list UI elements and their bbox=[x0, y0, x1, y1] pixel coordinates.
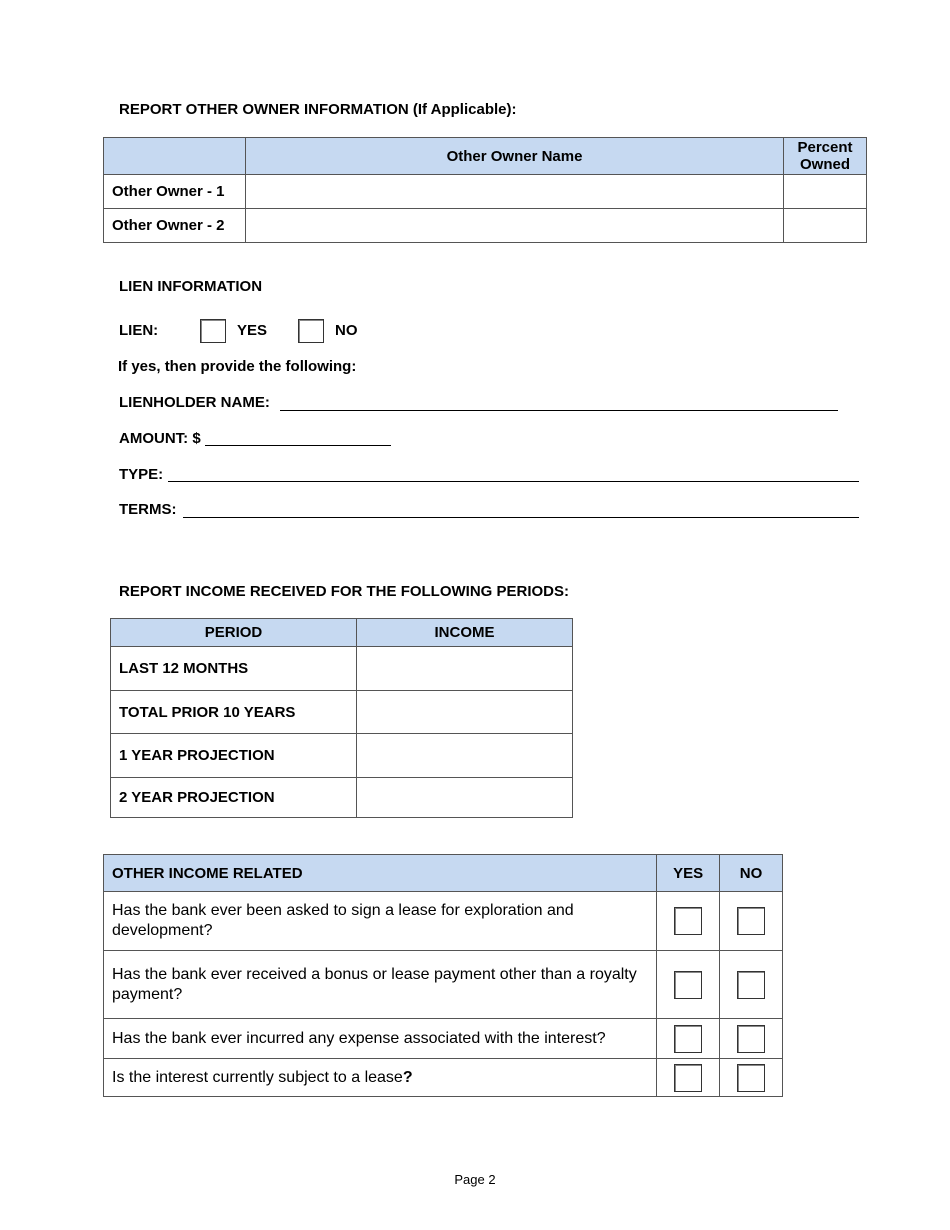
table-row bbox=[104, 951, 783, 1019]
other-owner-1-name-field[interactable] bbox=[246, 175, 784, 209]
table-row bbox=[104, 892, 783, 951]
type-field[interactable] bbox=[168, 481, 859, 482]
period-2-year-projection: 2 YEAR PROJECTION bbox=[111, 778, 357, 818]
income-section-title: REPORT INCOME RECEIVED FOR THE FOLLOWING PERIODS: bbox=[119, 583, 570, 600]
question-2-no-checkbox[interactable] bbox=[737, 971, 765, 999]
period-1-year-projection: 1 YEAR PROJECTION bbox=[111, 734, 357, 778]
table-row bbox=[104, 1059, 783, 1097]
percent-owned-header-line1: Percent bbox=[797, 139, 853, 156]
question-lease-exploration: Has the bank ever been asked to sign a lease for exploration and development? bbox=[104, 892, 657, 951]
income-table bbox=[110, 618, 573, 818]
percent-owned-header bbox=[784, 138, 867, 175]
other-owner-1-label: Other Owner - 1 bbox=[104, 175, 246, 209]
question-mark: ? bbox=[402, 1068, 413, 1086]
lien-label: LIEN: bbox=[119, 322, 159, 339]
table-row bbox=[111, 734, 573, 778]
yes-cell bbox=[657, 1059, 720, 1097]
yes-cell bbox=[657, 1019, 720, 1059]
lienholder-name-label: LIENHOLDER NAME: bbox=[119, 394, 270, 411]
terms-field[interactable] bbox=[183, 517, 859, 518]
lien-no-label: NO bbox=[335, 322, 358, 339]
question-1-yes-checkbox[interactable] bbox=[674, 907, 702, 935]
question-3-yes-checkbox[interactable] bbox=[674, 1025, 702, 1053]
no-cell bbox=[720, 1019, 783, 1059]
lien-no-checkbox[interactable] bbox=[298, 319, 324, 343]
period-last-12-months: LAST 12 MONTHS bbox=[111, 647, 357, 691]
table-row bbox=[111, 647, 573, 691]
question-subject-to-lease-text: Is the interest currently subject to a lease bbox=[112, 1068, 403, 1086]
table-row bbox=[104, 1019, 783, 1059]
table-row bbox=[104, 175, 867, 209]
question-4-no-checkbox[interactable] bbox=[737, 1064, 765, 1092]
lien-section-title: LIEN INFORMATION bbox=[119, 278, 263, 295]
terms-label: TERMS: bbox=[119, 501, 177, 518]
type-label: TYPE: bbox=[119, 466, 164, 483]
other-owner-2-percent-field[interactable] bbox=[784, 209, 867, 243]
no-cell bbox=[720, 1059, 783, 1097]
owner-name-header: Other Owner Name bbox=[246, 138, 784, 175]
page-number: Page 2 bbox=[454, 1172, 496, 1187]
other-income-table bbox=[103, 854, 783, 1097]
percent-owned-header-line2: Owned bbox=[799, 156, 850, 173]
yes-cell bbox=[657, 892, 720, 951]
owner-table-blank-header bbox=[104, 138, 246, 175]
lien-yes-label: YES bbox=[237, 322, 268, 339]
question-bonus-payment: Has the bank ever received a bonus or lease payment other than a royalty payment? bbox=[104, 951, 657, 1019]
other-owner-table bbox=[103, 137, 867, 243]
question-1-no-checkbox[interactable] bbox=[737, 907, 765, 935]
income-last-12-months-field[interactable] bbox=[357, 647, 573, 691]
amount-label: AMOUNT: $ bbox=[119, 430, 201, 447]
period-total-prior-10-years: TOTAL PRIOR 10 YEARS bbox=[111, 691, 357, 734]
question-4-yes-checkbox[interactable] bbox=[674, 1064, 702, 1092]
question-2-yes-checkbox[interactable] bbox=[674, 971, 702, 999]
question-subject-to-lease bbox=[104, 1059, 657, 1097]
other-owner-2-name-field[interactable] bbox=[246, 209, 784, 243]
lien-yes-checkbox[interactable] bbox=[200, 319, 226, 343]
period-header: PERIOD bbox=[111, 619, 357, 647]
yes-header: YES bbox=[657, 855, 720, 892]
no-cell bbox=[720, 951, 783, 1019]
owner-section-title: REPORT OTHER OWNER INFORMATION (If Applicable): bbox=[119, 101, 517, 118]
lien-instruction: If yes, then provide the following: bbox=[118, 358, 357, 375]
other-owner-1-percent-field[interactable] bbox=[784, 175, 867, 209]
no-cell bbox=[720, 892, 783, 951]
lienholder-name-field[interactable] bbox=[280, 410, 838, 411]
amount-field[interactable] bbox=[205, 445, 391, 446]
question-expense-incurred: Has the bank ever incurred any expense associated with the interest? bbox=[104, 1019, 657, 1059]
table-row bbox=[104, 209, 867, 243]
question-3-no-checkbox[interactable] bbox=[737, 1025, 765, 1053]
income-total-prior-10-years-field[interactable] bbox=[357, 691, 573, 734]
income-header: INCOME bbox=[357, 619, 573, 647]
yes-cell bbox=[657, 951, 720, 1019]
other-income-header: OTHER INCOME RELATED bbox=[104, 855, 657, 892]
table-row bbox=[111, 778, 573, 818]
table-row bbox=[111, 691, 573, 734]
no-header: NO bbox=[720, 855, 783, 892]
income-1-year-projection-field[interactable] bbox=[357, 734, 573, 778]
income-2-year-projection-field[interactable] bbox=[357, 778, 573, 818]
other-owner-2-label: Other Owner - 2 bbox=[104, 209, 246, 243]
